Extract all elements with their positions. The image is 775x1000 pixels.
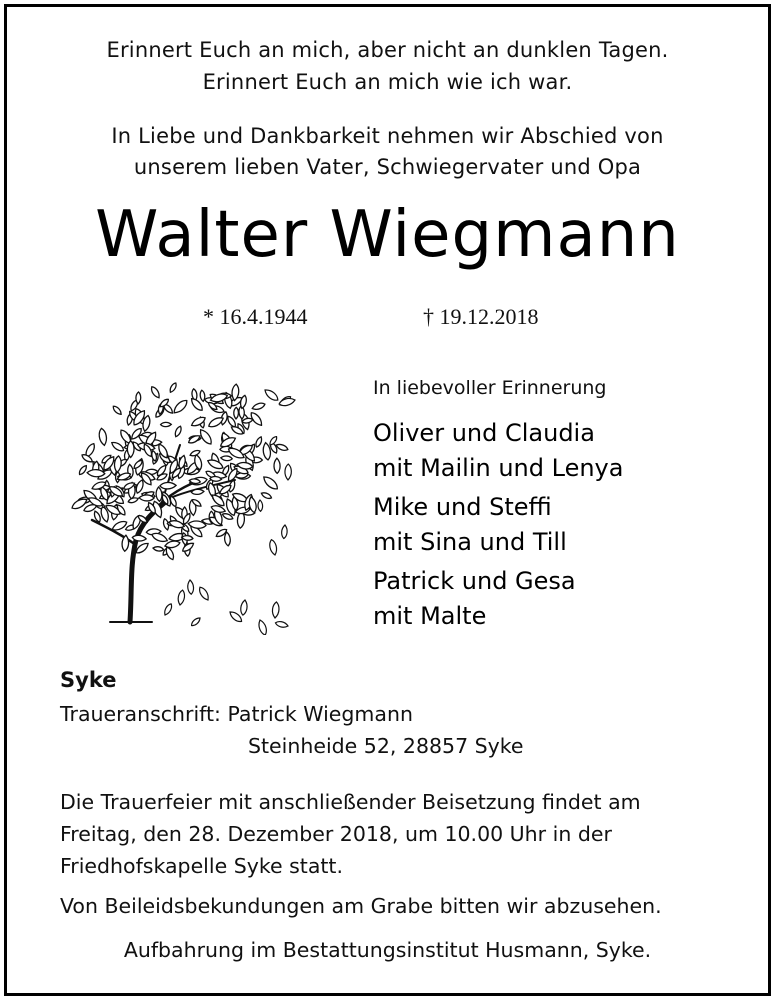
family-line-6: mit Malte (373, 602, 487, 630)
leaf (187, 580, 194, 595)
leaf (263, 387, 280, 402)
leaf (178, 455, 187, 470)
leaf (156, 487, 163, 502)
leaf (258, 500, 263, 512)
service-line-2: Freitag, den 28. Dezember 2018, um 10.00 Uhr in der (60, 822, 612, 846)
family-heading: In liebevoller Erinnerung (373, 377, 607, 399)
leaf (174, 425, 183, 437)
leaf (128, 497, 139, 504)
leaf (177, 590, 186, 606)
deceased-name: Walter Wiegmann (95, 198, 680, 272)
leaf (98, 428, 108, 446)
leaf (278, 397, 295, 407)
service-line-1: Die Trauerfeier mit anschließender Beisetzung findet am (60, 790, 641, 814)
leaf (139, 495, 154, 501)
leaf (169, 382, 178, 393)
leaf (153, 546, 164, 552)
family-line-5: Patrick und Gesa (373, 567, 576, 595)
leaf (254, 436, 263, 448)
leaf (268, 539, 278, 556)
leaf (114, 456, 122, 473)
leaf (281, 525, 288, 539)
leaf (160, 482, 176, 489)
family-line-3: Mike und Steffi (373, 493, 552, 521)
leaf (240, 600, 248, 616)
verse-line-1: Erinnert Euch an mich, aber nicht an dunklen Tagen. (106, 38, 669, 62)
leaf (261, 474, 279, 491)
leaf (190, 616, 201, 627)
leaf (189, 449, 201, 457)
leaf (272, 602, 280, 619)
leaf (275, 620, 289, 628)
leaf (285, 464, 292, 480)
leaf (150, 385, 162, 399)
leaf (197, 586, 210, 602)
condolence-note: Von Beileidsbekundungen am Grabe bitten wir abzusehen. (60, 894, 662, 918)
death-date: † 19.12.2018 (423, 304, 539, 329)
leaf (127, 441, 134, 458)
leaf (135, 479, 145, 494)
verse-line-2: Erinnert Euch an mich wie ich war. (202, 70, 573, 94)
leaf (221, 456, 233, 462)
leaf (257, 619, 268, 635)
mourning-address-line: Traueranschrift: Patrick Wiegmann (60, 702, 413, 726)
leaf (163, 603, 174, 617)
leaf (151, 450, 158, 461)
intro-line-2: unserem lieben Vater, Schwiegervater und Opa (133, 155, 642, 179)
leaf (172, 398, 190, 415)
family-line-1: Oliver und Claudia (373, 419, 595, 447)
leaf (112, 405, 123, 416)
family-line-4: mit Sina und Till (373, 528, 567, 556)
tree-foliage (70, 382, 288, 561)
leaf (136, 392, 141, 404)
family-line-2: mit Mailin und Lenya (373, 454, 624, 482)
intro-line-1: In Liebe und Dankbarkeit nehmen wir Abschied von (111, 124, 664, 148)
service-line-3: Friedhofskapelle Syke statt. (60, 854, 343, 878)
town-label: Syke (60, 668, 117, 692)
leaf (251, 402, 265, 411)
leaf (234, 407, 239, 419)
viewing-footer: Aufbahrung im Bestattungsinstitut Husmann, Syke. (123, 938, 652, 962)
leaf (200, 390, 206, 402)
leaf (78, 464, 88, 476)
leaf (274, 458, 280, 473)
leaf (110, 440, 125, 453)
windblown-tree-illustration (60, 350, 300, 635)
mourning-street-line: Steinheide 52, 28857 Syke (248, 734, 524, 758)
leaf (161, 422, 172, 426)
birth-date: * 16.4.1944 (203, 304, 308, 329)
leaf (260, 491, 272, 500)
leaf (239, 395, 247, 409)
